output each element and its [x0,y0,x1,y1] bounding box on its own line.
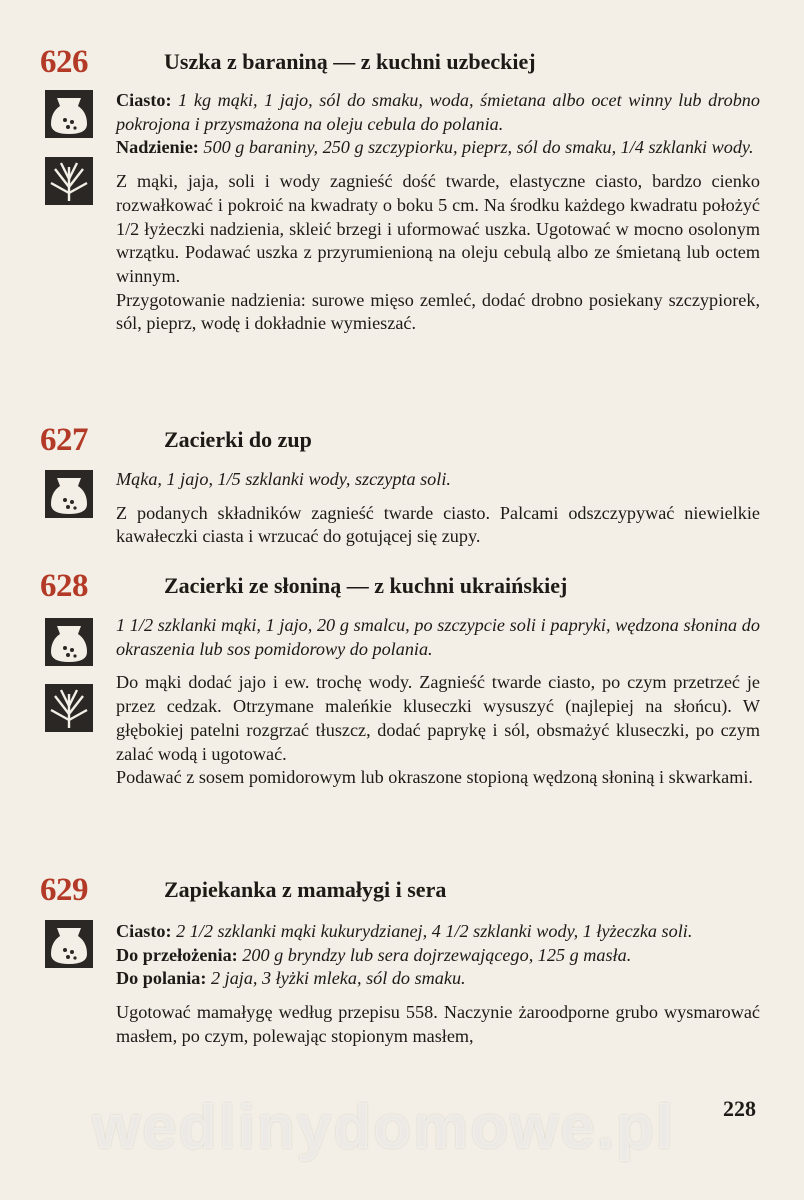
instruction-paragraph: Przygotowanie nadzienia: surowe mięso zemleć, dodać drobno posiekany szczypiorek, sól, pieprz, wodę i dokładnie wymieszać. [116,289,760,334]
flour-sack-icon [45,90,93,138]
instruction-paragraph: Podawać z sosem pomidorowym lub okraszone stopioną wędzoną słoniną i skwarkami. [116,767,753,788]
ingredients-label: Nadzienie: [116,137,199,158]
recipe-629 [40,870,760,1049]
recipe-title: Zacierki ze słoniną — z kuchni ukraińskiej [164,573,568,598]
ingredients-text: 1 1/2 szklanki mąki, 1 jajo, 20 g smalcu, po szczypcie soli i papryki, wędzona słonina do okraszenia lub sos pomidorowy do polania. [116,615,760,659]
spice-bunch-icon [45,684,93,732]
recipe-header [40,42,760,82]
ingredients-text: 1 kg mąki, 1 jajo, sól do smaku, woda, śmietana albo ocet winny lub drobno pokrojona i przysmażona na oleju cebula do polania. [116,90,760,134]
instruction-paragraph: Z mąki, jaja, soli i wody zagnieść dość twarde, elastyczne ciasto, bardzo cienko rozwałkować i pokroić na kwadraty o boku 5 cm. Na środku każdego kwadratu położyć 1/2 łyżeczki nadzienia, skleić brzegi i uformować uszka. Ugotować w mocno osolonym wrzątku. Podawać uszka z przyrumienioną na oleju cebulą albo ze śmietaną lub octem winnym. [116,171,760,286]
ingredients-text: 200 g bryndzy lub sera dojrzewającego, 125 g masła. [237,944,632,965]
instruction-paragraph: Z podanych składników zagnieść twarde ciasto. Palcami odszczypywać niewielkie kawałeczki ciasta i wrzucać do gotującej się zupy. [116,502,760,547]
recipe-title: Zacierki do zup [164,427,312,452]
watermark: wedlinydomowe.pl [92,1093,676,1162]
recipe-body [116,920,760,1049]
recipe-number: 627 [40,422,88,458]
flour-sack-icon [45,470,93,518]
ingredients-topping [116,967,760,991]
recipe-626 [40,42,760,336]
ingredients-label: Do przełożenia: [116,944,238,965]
ingredients-text: 2 jaja, 3 łyżki mleka, sól do smaku. [206,968,466,989]
recipe-body [116,89,760,336]
flour-sack-icon [45,618,93,666]
ingredients-label: Do polania: [116,968,207,989]
instruction-paragraph: Do mąki dodać jajo i ew. trochę wody. Zagnieść twarde ciasto, po czym przetrzeć je przez cedzak. Otrzymane maleńkie kluseczki wysuszyć (najlepiej na słońcu). W głębokiej patelni rozgrzać tłuszcz, dodać paprykę i sól, obsmażyć kluseczki, po czym zalać wodą i ugotować. [116,672,760,764]
ingredients-text: 500 g baraniny, 250 g szczypiorku, pieprz, sól do smaku, 1/4 szklanki wody. [198,137,754,158]
recipe-body [116,468,760,549]
recipe-header [40,566,760,606]
ingredients-text: Mąka, 1 jajo, 1/5 szklanki wody, szczypta soli. [116,469,451,489]
page-number: 228 [723,1096,756,1121]
recipe-title: Zapiekanka z mamałygi i sera [164,877,447,902]
ingredients-text: 2 1/2 szklanki mąki kukurydzianej, 4 1/2 szklanki wody, 1 łyżeczka soli. [171,921,693,941]
recipe-number: 629 [40,872,88,908]
recipe-number: 626 [40,44,88,80]
spice-bunch-icon [45,157,93,205]
recipe-body [116,614,760,790]
recipe-header [40,420,760,460]
recipe-title: Uszka z baraniną — z kuchni uzbeckiej [164,49,536,74]
recipe-header [40,870,760,910]
ingredients-label: Ciasto: [116,90,172,110]
ingredients-label: Ciasto: [116,921,172,941]
recipe-628 [40,566,760,790]
ingredients-dough [116,920,760,944]
ingredients-layering [116,944,760,968]
instruction-paragraph: Ugotować mamałygę według przepisu 558. Naczynie żaroodporne grubo wysmarować masłem, po czym, polewając stopionym masłem, [116,1002,760,1046]
flour-sack-icon [45,920,93,968]
recipe-number: 628 [40,568,88,604]
ingredients-filling [116,136,760,160]
recipe-627 [40,420,760,549]
ingredients-dough [116,89,760,136]
